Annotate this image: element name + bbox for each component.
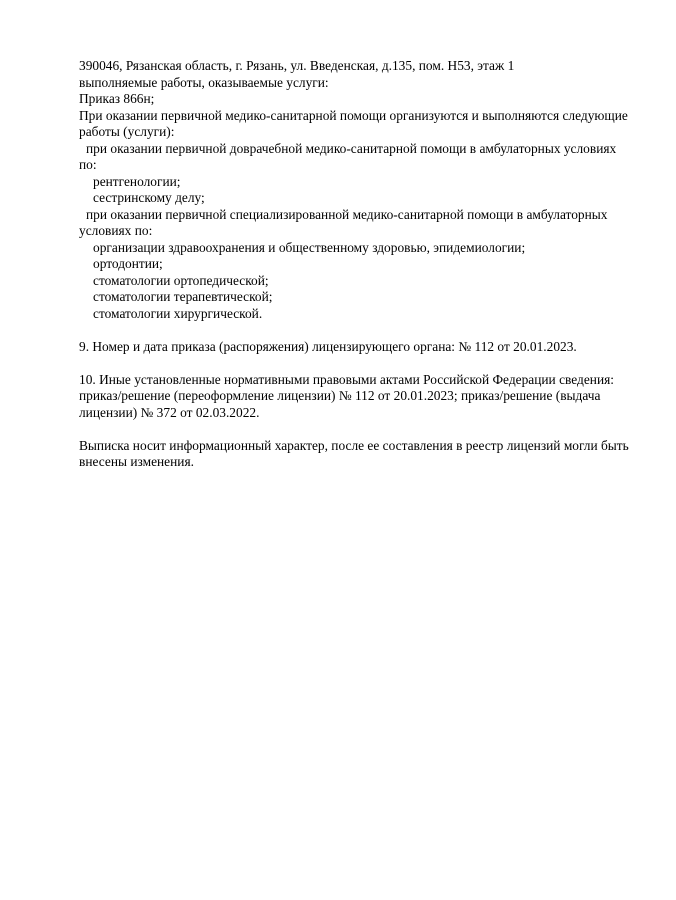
specialized-heading-line-2: условиях по: bbox=[79, 223, 153, 238]
disclaimer-line-2: внесены изменения. bbox=[79, 454, 194, 469]
predoctor-heading-line-2: по: bbox=[79, 157, 97, 172]
item-9-order-number-date: 9. Номер и дата приказа (распоряжения) лицензирующего органа: № 112 от 20.01.2023. bbox=[79, 338, 577, 354]
disclaimer-line-1: Выписка носит информационный характер, после ее составления в реестр лицензий могли быть bbox=[79, 437, 629, 453]
order-reference: Приказ 866н; bbox=[79, 91, 155, 106]
specialized-heading-line-1: при оказании первичной специализированной медико-санитарной помощи в амбулаторных bbox=[86, 206, 608, 222]
specialized-item: стоматологии ортопедической; bbox=[93, 272, 269, 288]
address-line: 390046, Рязанская область, г. Рязань, ул. Введенская, д.135, пом. Н53, этаж 1 bbox=[79, 58, 515, 73]
specialized-item: стоматологии хирургической. bbox=[93, 305, 263, 321]
specialized-item: ортодонтии; bbox=[93, 256, 163, 271]
predoctor-heading-line-1: при оказании первичной доврачебной медико-санитарной помощи в амбулаторных условиях bbox=[86, 140, 617, 156]
paragraph-gap bbox=[79, 322, 649, 339]
works-label: выполняемые работы, оказываемые услуги: bbox=[79, 74, 329, 90]
document-body bbox=[79, 58, 649, 471]
paragraph-gap bbox=[79, 355, 649, 372]
predoctor-item: сестринскому делу; bbox=[93, 190, 205, 205]
item-10-line-2: приказ/решение (переоформление лицензии) № 112 от 20.01.2023; приказ/решение (выдача bbox=[79, 388, 601, 403]
paragraph-gap bbox=[79, 421, 649, 438]
item-10-line-1: 10. Иные установленные нормативными правовыми актами Российской Федерации сведения: bbox=[79, 371, 614, 387]
item-10-line-3: лицензии) № 372 от 02.03.2022. bbox=[79, 404, 260, 420]
predoctor-item: рентгенологии; bbox=[93, 173, 181, 189]
specialized-item: организации здравоохранения и общественному здоровью, эпидемиологии; bbox=[93, 239, 526, 255]
specialized-item: стоматологии терапевтической; bbox=[93, 289, 273, 304]
primary-care-intro-line-1: При оказании первичной медико-санитарной помощи организуются и выполняются следующие bbox=[79, 107, 628, 123]
primary-care-intro-line-2: работы (услуги): bbox=[79, 124, 175, 139]
